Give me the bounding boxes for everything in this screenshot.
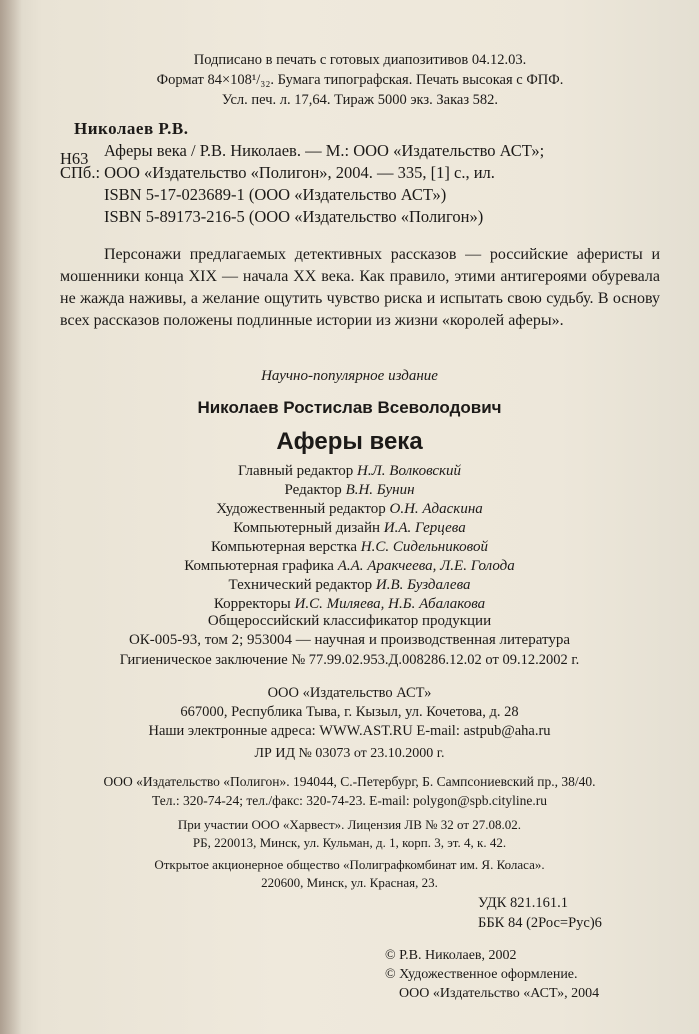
polygon-address: ООО «Издательство «Полигон». 194044, С.-Петербург, Б. Сампсониевский пр., 38/40. xyxy=(103,774,596,789)
staff-name: И.А. Герцева xyxy=(383,520,466,536)
staff-row xyxy=(0,500,699,519)
copyright-author: © Р.В. Николаев, 2002 xyxy=(385,948,517,963)
staff-role: Компьютерный дизайн xyxy=(233,520,384,536)
publisher-ast xyxy=(0,684,699,741)
harvest-line-1: При участии ООО «Харвест». Лицензия ЛВ № 32 от 27.08.02. xyxy=(177,817,522,832)
license-line: ЛР ИД № 03073 от 23.10.2000 г. xyxy=(254,746,445,761)
publisher-emails: Наши электронные адреса: WWW.AST.RU E-mail: astpub@aha.ru xyxy=(148,723,551,739)
harvest-participation xyxy=(0,816,699,852)
staff-row xyxy=(0,481,699,500)
book-title: Аферы века xyxy=(276,428,423,455)
classifier-line-2: ОК-005-93, том 2; 953004 — научная и производственная литература xyxy=(128,632,571,648)
copyright-notice xyxy=(385,946,599,1003)
staff-row xyxy=(0,576,699,595)
hygiene-certificate: Гигиеническое заключение № 77.99.02.953.Д.008286.12.02 от 09.12.2002 г. xyxy=(119,652,580,668)
staff-name: И.С. Миляева, Н.Б. Абалакова xyxy=(294,596,486,612)
author-full-name: Николаев Ростислав Всеволодович xyxy=(197,398,502,417)
print-run-line: Усл. печ. л. 17,64. Тираж 5000 экз. Заказ 582. xyxy=(221,92,499,108)
print-format-line: Формат 84×108¹/₃₂. Бумага типографская. Печать высокая с ФПФ. xyxy=(156,72,564,88)
staff-row xyxy=(0,557,699,576)
publisher-name: ООО «Издательство АСТ» xyxy=(267,685,432,701)
bibliographic-record xyxy=(60,118,660,228)
staff-role: Главный редактор xyxy=(237,463,358,479)
annotation xyxy=(60,244,660,332)
staff-name: В.Н. Бунин xyxy=(345,482,415,498)
print-details xyxy=(90,50,630,110)
author-code: Н63 xyxy=(60,149,89,168)
classification-codes xyxy=(478,893,602,933)
classifier-line-1: Общероссийский классификатор продукции xyxy=(207,613,492,629)
staff-role: Корректоры xyxy=(213,596,295,612)
polygon-contacts: Тел.: 320-74-24; тел./факс: 320-74-23. E-mail: polygon@spb.cityline.ru xyxy=(152,793,547,808)
staff-role: Компьютерная верстка xyxy=(211,539,361,555)
annotation-text: Персонажи предлагаемых детективных рассказов — российские аферисты и мошенники конца XIX — начала XX века. Как правило, этими антигероями обуревала не жажда наживы, а желание ощутить чувство риска и испытать свою судьбу. В основу всех рассказов положены подлинные истории из жизни «королей аферы». xyxy=(60,246,660,329)
copyright-design: © Художественное оформление. xyxy=(385,967,578,982)
staff-row xyxy=(0,538,699,557)
publisher-polygon xyxy=(0,772,699,810)
udk-code: УДК 821.161.1 xyxy=(478,895,568,911)
genre-label: Научно-популярное издание xyxy=(261,368,438,384)
staff-name: Н.Л. Волковский xyxy=(357,463,462,479)
staff-name: А.А. Аракчеева, Л.Е. Голода xyxy=(337,558,515,574)
product-classifier xyxy=(0,612,699,650)
printer-line-2: 220600, Минск, ул. Красная, 23. xyxy=(261,875,438,890)
print-signed-line: Подписано в печать с готовых диапозитивов 04.12.03. xyxy=(193,52,527,68)
bbk-code: ББК 84 (2Рос=Рус)6 xyxy=(478,915,602,931)
isbn-ast: ISBN 5-17-023689-1 (ООО «Издательство АСТ») xyxy=(104,185,447,204)
staff-role: Редактор xyxy=(284,482,346,498)
staff-role: Художественный редактор xyxy=(216,501,390,517)
staff-name: Н.С. Сидельниковой xyxy=(360,539,488,555)
staff-role: Компьютерная графика xyxy=(184,558,338,574)
staff-row xyxy=(0,462,699,481)
staff-name: О.Н. Адаскина xyxy=(389,501,483,517)
publisher-address: 667000, Республика Тыва, г. Кызыл, ул. Кочетова, д. 28 xyxy=(180,704,519,720)
staff-row xyxy=(0,519,699,538)
record-line-2: СПб.: ООО «Издательство «Полигон», 2004. — 335, [1] с., ил. xyxy=(60,163,495,182)
record-author: Николаев Р.В. xyxy=(74,119,189,138)
record-line-1: Аферы века / Р.В. Николаев. — М.: ООО «Издательство АСТ»; xyxy=(104,141,545,160)
printer-line-1: Открытое акционерное общество «Полиграфкомбинат им. Я. Коласа». xyxy=(154,857,545,872)
harvest-line-2: РБ, 220013, Минск, ул. Кульман, д. 1, корп. 3, эт. 4, к. 42. xyxy=(192,835,507,850)
isbn-polygon: ISBN 5-89173-216-5 (ООО «Издательство «Полигон») xyxy=(104,207,484,226)
staff-name: И.В. Буздалева xyxy=(375,577,471,593)
editorial-staff xyxy=(0,462,699,614)
printing-house xyxy=(0,856,699,892)
copyright-publisher: ООО «Издательство «АСТ», 2004 xyxy=(399,986,600,1001)
staff-role: Технический редактор xyxy=(228,577,376,593)
